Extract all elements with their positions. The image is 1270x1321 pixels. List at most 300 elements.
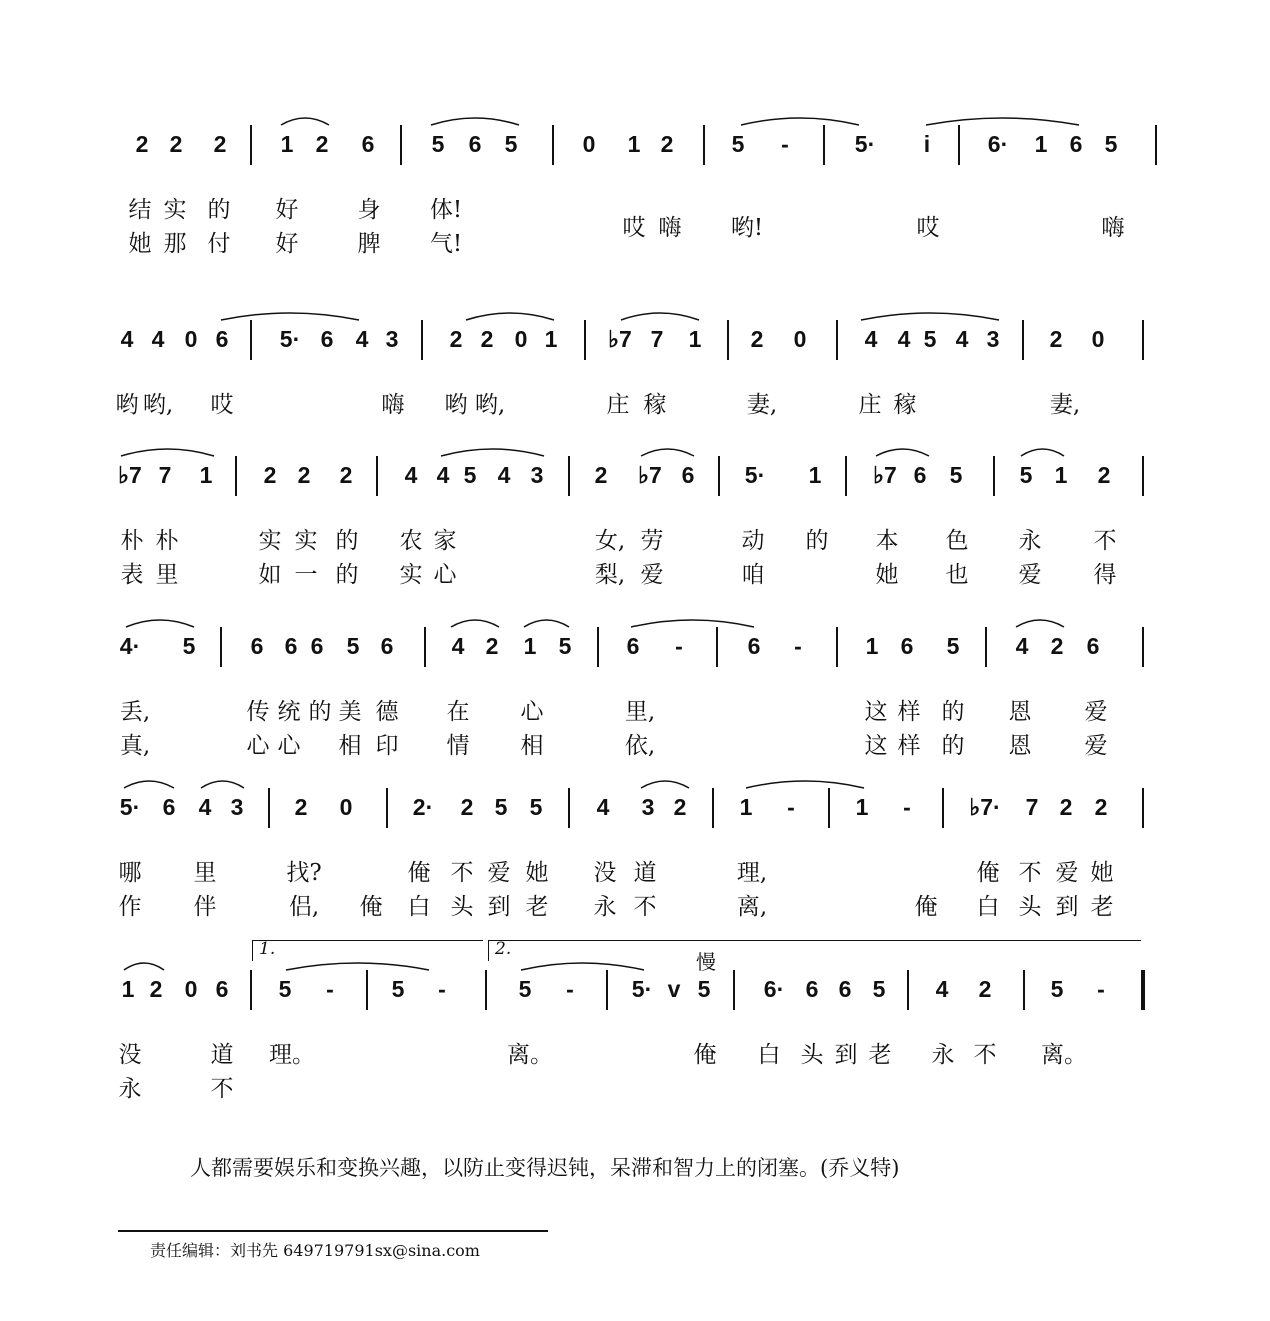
slur-arc — [620, 306, 700, 322]
note: 3 — [986, 326, 1000, 352]
note: 2 — [485, 633, 499, 659]
slur-arc — [1020, 442, 1065, 458]
slur-arc — [123, 774, 175, 790]
lyric: 实 — [399, 562, 423, 588]
note: 5 — [431, 131, 445, 157]
lyric: 身 — [357, 197, 381, 223]
note: 0 — [184, 326, 198, 352]
lyric: 到 — [487, 894, 511, 920]
note: 1 — [865, 633, 879, 659]
lyric: 不 — [210, 1076, 234, 1102]
note: 6 — [1069, 131, 1083, 157]
lyric: 稼 — [643, 392, 667, 418]
lyric: 哟 — [115, 392, 139, 418]
lyric: 样 — [897, 733, 921, 759]
barline — [376, 456, 378, 496]
note: 1 — [627, 131, 641, 157]
lyric: 丢, — [119, 699, 151, 725]
lyric: 头 — [800, 1042, 824, 1068]
note: 2 — [149, 976, 163, 1002]
note: 5· — [279, 326, 301, 352]
barline — [584, 320, 586, 360]
slur-arc — [640, 774, 690, 790]
barline — [845, 456, 847, 496]
note: ♭7 — [873, 462, 897, 488]
note: 5 — [946, 633, 960, 659]
note: 0 — [339, 794, 353, 820]
lyric: 老 — [525, 894, 549, 920]
barline — [400, 125, 402, 165]
lyric: 朴 — [155, 528, 179, 554]
note: 5 — [1019, 462, 1033, 488]
barline — [568, 456, 570, 496]
note: 5· — [631, 976, 653, 1002]
barline — [712, 788, 714, 828]
lyric: 的 — [335, 528, 359, 554]
note: 4 — [355, 326, 369, 352]
slur-arc — [523, 613, 570, 629]
lyric: 心 — [277, 733, 301, 759]
lyric: 的 — [941, 699, 965, 725]
barline — [220, 627, 222, 667]
slur-arc — [450, 613, 500, 629]
lyric: 俺 — [914, 894, 938, 920]
note: 0 — [793, 326, 807, 352]
slur-arc — [220, 306, 360, 322]
lyric: 白 — [757, 1042, 781, 1068]
note: 5· — [119, 794, 141, 820]
barline — [597, 627, 599, 667]
lyric: 情 — [446, 733, 470, 759]
lyric: 这 — [864, 699, 888, 725]
lyric: 到 — [834, 1042, 858, 1068]
note: 2 — [169, 131, 183, 157]
lyric: 相 — [338, 733, 362, 759]
note: 5 — [346, 633, 360, 659]
note: 2 — [1097, 462, 1111, 488]
barline — [1142, 788, 1144, 828]
lyric: 女, — [594, 528, 626, 554]
lyric: 俺 — [693, 1042, 717, 1068]
note: 6 — [1086, 633, 1100, 659]
slur-arc — [860, 306, 1000, 322]
lyric: 作 — [118, 894, 142, 920]
barline — [1022, 320, 1024, 360]
barline — [733, 970, 735, 1010]
note: 6 — [805, 976, 819, 1002]
note: 6 — [250, 633, 264, 659]
slur-arc — [125, 613, 195, 629]
note: 2 — [1050, 633, 1064, 659]
lyric: 不 — [1018, 860, 1042, 886]
slur-arc — [875, 442, 930, 458]
note: 3 — [641, 794, 655, 820]
lyric: 妻, — [746, 392, 778, 418]
footer-divider — [118, 1230, 548, 1232]
lyric: 她 — [525, 860, 549, 886]
note: - — [675, 633, 683, 659]
lyric: 头 — [450, 894, 474, 920]
note: 6 — [284, 633, 298, 659]
note: 6 — [626, 633, 640, 659]
slur-arc — [280, 111, 330, 127]
lyric: 样 — [897, 699, 921, 725]
volta-2-label: 2. — [495, 939, 512, 959]
slur-arc — [120, 442, 215, 458]
lyric: 家 — [433, 528, 457, 554]
lyric: 恩 — [1008, 699, 1032, 725]
lyric: 离。 — [1041, 1042, 1087, 1068]
lyric: 统 — [277, 699, 301, 725]
lyric: 结 — [128, 197, 152, 223]
note: 6 — [380, 633, 394, 659]
lyric: 恩 — [1008, 733, 1032, 759]
note: ♭7 — [638, 462, 662, 488]
lyric: 里 — [193, 860, 217, 886]
lyric: 的 — [941, 733, 965, 759]
barline — [235, 456, 237, 496]
lyric: 劳 — [640, 528, 664, 554]
lyric: 如 — [258, 562, 282, 588]
lyric: 在 — [446, 699, 470, 725]
lyric: 爱 — [1084, 699, 1108, 725]
note: 5· — [854, 131, 876, 157]
lyric: 白 — [976, 894, 1000, 920]
note: 5 — [923, 326, 937, 352]
note: - — [794, 633, 802, 659]
barline — [250, 970, 252, 1010]
note: 5 — [463, 462, 477, 488]
note: - — [566, 976, 574, 1002]
note: - — [781, 131, 789, 157]
slur-arc — [925, 111, 1080, 127]
note: 2 — [294, 794, 308, 820]
slur-arc — [440, 442, 545, 458]
barline — [1141, 970, 1145, 1010]
barline — [942, 788, 944, 828]
lyric: 动 — [741, 528, 765, 554]
barline — [958, 125, 960, 165]
lyric: 哎 — [210, 392, 234, 418]
editor-credit: 责任编辑：刘书先 649719791sx@sina.com — [150, 1241, 480, 1260]
lyric: 哟 — [444, 392, 468, 418]
barline — [828, 788, 830, 828]
barline — [1142, 627, 1144, 667]
lyric: 不 — [633, 894, 657, 920]
lyric: 美 — [338, 699, 362, 725]
tempo-mark: 慢 — [696, 950, 716, 974]
note: 6· — [987, 131, 1009, 157]
barline — [718, 456, 720, 496]
note: 5 — [1050, 976, 1064, 1002]
note: 7 — [158, 462, 172, 488]
lyric: 一 — [294, 562, 318, 588]
note: 1 — [121, 976, 135, 1002]
lyric: 永 — [931, 1042, 955, 1068]
lyric: 哟, — [142, 392, 174, 418]
lyric: 找? — [286, 860, 322, 886]
lyric: 老 — [1090, 894, 1114, 920]
note: 4 — [436, 462, 450, 488]
lyric: 心 — [433, 562, 457, 588]
lyric: 的 — [308, 699, 332, 725]
lyric: 心 — [520, 699, 544, 725]
slur-arc — [1015, 613, 1065, 629]
lyric: 不 — [973, 1042, 997, 1068]
note: - — [903, 794, 911, 820]
lyric: 没 — [593, 860, 617, 886]
note: 4 — [897, 326, 911, 352]
barline — [485, 970, 487, 1010]
note: 6 — [320, 326, 334, 352]
note: 2 — [480, 326, 494, 352]
lyric: 嗨 — [1101, 215, 1125, 241]
lyric: 心 — [246, 733, 270, 759]
barline — [1142, 456, 1144, 496]
lyric: 离, — [736, 894, 768, 920]
lyric: 不 — [450, 860, 474, 886]
note: 4 — [1015, 633, 1029, 659]
lyric: 永 — [118, 1076, 142, 1102]
note: 5 — [697, 976, 711, 1002]
slur-arc — [200, 774, 245, 790]
lyric: 哎 — [916, 215, 940, 241]
note: 5 — [872, 976, 886, 1002]
note: 5 — [494, 794, 508, 820]
note: ♭7 — [608, 326, 632, 352]
note: 1 — [199, 462, 213, 488]
lyric: 爱 — [1084, 733, 1108, 759]
volta-1 — [252, 940, 483, 961]
lyric: 农 — [399, 528, 423, 554]
note: 6 — [747, 633, 761, 659]
note: 4 — [596, 794, 610, 820]
note: 1 — [280, 131, 294, 157]
barline — [1023, 970, 1025, 1010]
note: 0 — [1091, 326, 1105, 352]
note: i — [923, 131, 931, 157]
lyric: 永 — [1018, 528, 1042, 554]
barline — [985, 627, 987, 667]
note: 3 — [230, 794, 244, 820]
note: v — [667, 976, 681, 1002]
note: 2 — [660, 131, 674, 157]
lyric: 咱 — [741, 562, 765, 588]
note: 4· — [119, 633, 141, 659]
note: 6 — [310, 633, 324, 659]
slur-arc — [745, 774, 865, 790]
note: 0 — [582, 131, 596, 157]
barline — [1155, 125, 1157, 165]
lyric: 那 — [163, 231, 187, 257]
note: 5 — [278, 976, 292, 1002]
barline — [250, 320, 252, 360]
note: 6 — [900, 633, 914, 659]
note: 1 — [855, 794, 869, 820]
lyric: 哟! — [730, 215, 764, 241]
lyric: 传 — [246, 699, 270, 725]
note: 1 — [808, 462, 822, 488]
note: ♭7· — [969, 794, 1001, 820]
note: 2 — [594, 462, 608, 488]
barline — [836, 320, 838, 360]
note: 5 — [731, 131, 745, 157]
note: 3 — [530, 462, 544, 488]
slur-arc — [740, 111, 860, 127]
barline — [552, 125, 554, 165]
note: 4 — [151, 326, 165, 352]
note: 4 — [864, 326, 878, 352]
barline — [424, 627, 426, 667]
note: 6 — [681, 462, 695, 488]
slur-arc — [630, 613, 755, 629]
lyric: 里 — [155, 562, 179, 588]
note: - — [438, 976, 446, 1002]
lyric: 俺 — [359, 894, 383, 920]
lyric: 里, — [624, 699, 656, 725]
lyric: 嗨 — [381, 392, 405, 418]
lyric: 永 — [593, 894, 617, 920]
barline — [727, 320, 729, 360]
note: 6· — [763, 976, 785, 1002]
note: 5 — [182, 633, 196, 659]
note: 2 — [750, 326, 764, 352]
barline — [268, 788, 270, 828]
note: 2 — [339, 462, 353, 488]
slur-arc — [430, 111, 520, 127]
lyric: 的 — [335, 562, 359, 588]
note: 6 — [215, 976, 229, 1002]
note: 2 — [449, 326, 463, 352]
note: 6 — [838, 976, 852, 1002]
barline — [421, 320, 423, 360]
barline — [386, 788, 388, 828]
barline — [1142, 320, 1144, 360]
note: 2 — [1094, 794, 1108, 820]
barline — [568, 788, 570, 828]
note: 6 — [162, 794, 176, 820]
quote-text: 人都需要娱乐和变换兴趣，以防止变得迟钝，呆滞和智力上的闭塞。(乔义特) — [190, 1156, 900, 1180]
note: 5· — [744, 462, 766, 488]
lyric: 这 — [864, 733, 888, 759]
note: 4 — [497, 462, 511, 488]
note: 2 — [673, 794, 687, 820]
lyric: 德 — [375, 699, 399, 725]
note: 2· — [412, 794, 434, 820]
lyric: 印 — [375, 733, 399, 759]
note: 5 — [558, 633, 572, 659]
lyric: 付 — [207, 231, 231, 257]
note: 2 — [315, 131, 329, 157]
note: 2 — [297, 462, 311, 488]
note: 1 — [1054, 462, 1068, 488]
lyric: 真, — [119, 733, 151, 759]
note: 1 — [544, 326, 558, 352]
lyric: 本 — [875, 528, 899, 554]
barline — [250, 125, 252, 165]
lyric: 好 — [275, 197, 299, 223]
lyric: 实 — [163, 197, 187, 223]
lyric: 的 — [207, 197, 231, 223]
note: 4 — [404, 462, 418, 488]
lyric: 相 — [520, 733, 544, 759]
lyric: 到 — [1055, 894, 1079, 920]
note: 3 — [385, 326, 399, 352]
lyric: 色 — [945, 528, 969, 554]
barline — [606, 970, 608, 1010]
lyric: 实 — [258, 528, 282, 554]
note: 7 — [1025, 794, 1039, 820]
note: - — [326, 976, 334, 1002]
note: 5 — [391, 976, 405, 1002]
note: 6 — [361, 131, 375, 157]
lyric: 庄 — [606, 392, 630, 418]
lyric: 哟, — [474, 392, 506, 418]
lyric: 道 — [210, 1042, 234, 1068]
note: 4 — [935, 976, 949, 1002]
lyric: 俺 — [976, 860, 1000, 886]
lyric: 俺 — [407, 860, 431, 886]
note: 5 — [518, 976, 532, 1002]
lyric: 庄 — [858, 392, 882, 418]
note: 2 — [135, 131, 149, 157]
note: 2 — [1049, 326, 1063, 352]
slur-arc — [640, 442, 695, 458]
lyric: 实 — [294, 528, 318, 554]
note: 4 — [955, 326, 969, 352]
lyric: 爱 — [640, 562, 664, 588]
note: - — [787, 794, 795, 820]
barline — [823, 125, 825, 165]
lyric: 依, — [624, 733, 656, 759]
note: 5 — [529, 794, 543, 820]
lyric: 的 — [805, 528, 829, 554]
note: 4 — [120, 326, 134, 352]
note: 2 — [1059, 794, 1073, 820]
note: - — [1097, 976, 1105, 1002]
lyric: 头 — [1018, 894, 1042, 920]
note: 5 — [504, 131, 518, 157]
note: 2 — [213, 131, 227, 157]
slur-arc — [465, 306, 555, 322]
note: 6 — [215, 326, 229, 352]
lyric: 侣, — [288, 894, 320, 920]
volta-1-label: 1. — [259, 939, 276, 959]
lyric: 伴 — [193, 894, 217, 920]
lyric: 爱 — [487, 860, 511, 886]
lyric: 理, — [736, 860, 768, 886]
barline — [993, 456, 995, 496]
note: 4 — [451, 633, 465, 659]
lyric: 得 — [1093, 562, 1117, 588]
lyric: 老 — [868, 1042, 892, 1068]
note: 1 — [523, 633, 537, 659]
lyric: 没 — [118, 1042, 142, 1068]
lyric: 爱 — [1055, 860, 1079, 886]
lyric: 表 — [120, 562, 144, 588]
note: 1 — [739, 794, 753, 820]
barline — [366, 970, 368, 1010]
lyric: 她 — [1090, 860, 1114, 886]
note: ♭7 — [118, 462, 142, 488]
volta-2 — [488, 940, 1141, 961]
lyric: 稼 — [893, 392, 917, 418]
barline — [836, 627, 838, 667]
barline — [703, 125, 705, 165]
barline — [716, 627, 718, 667]
note: 0 — [514, 326, 528, 352]
lyric: 白 — [407, 894, 431, 920]
